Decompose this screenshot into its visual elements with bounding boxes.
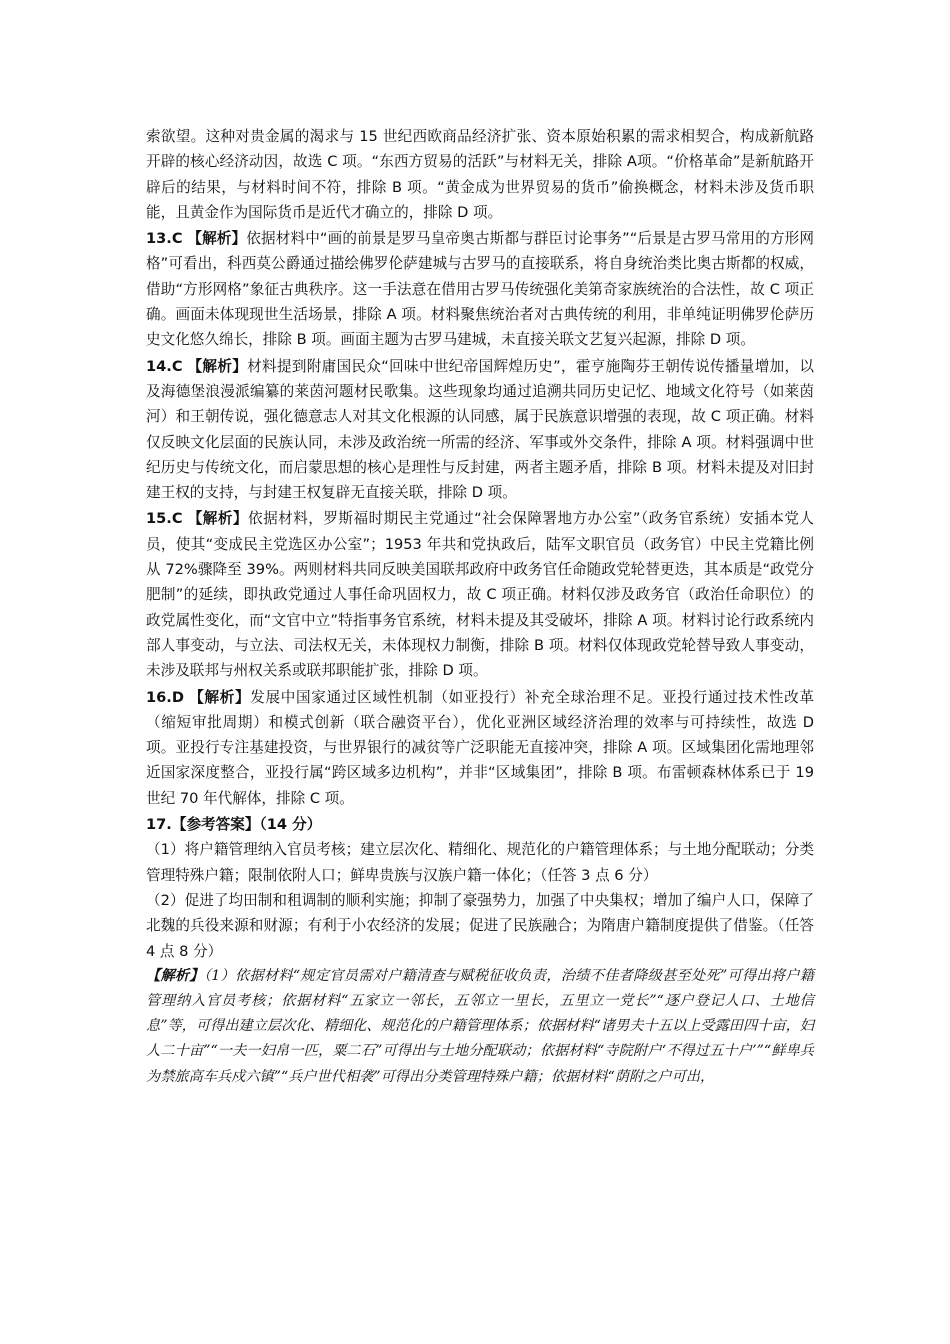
- answer-13-text: 依据材料中“画的前景是罗马皇帝奥古斯都与群臣讨论事务”“后景是古罗马常用的方形网格”可看出，科西莫公爵通过描绘佛罗伦萨建城与古罗马的直接联系，将自身统治类比奥古斯都的权威，借助“方形网格”象征古典秩序。这一手法意在借用古罗马传统强化美第奇家族统治的合法性，故 C 项正确。画面未体现现世生活场景，排除 A 项。材料聚焦统治者对古典传统的利用，非单纯证明佛罗伦萨历史文化悠久绵长，排除 B 项。画面主题为古罗马建城，未直接关联文艺复兴起源，排除 D 项。: [146, 230, 815, 349]
- answer-16-number: 16.D: [146, 688, 184, 706]
- answer-13-number: 13.C: [146, 230, 183, 248]
- answer-16-tag: 【解析】: [189, 688, 251, 706]
- answer-15-tag: 【解析】: [187, 510, 248, 528]
- answer-14-text: 材料提到附庸国民众“回味中世纪帝国辉煌历史”，霍亨施陶芬王朝传说传播量增加，以及海德堡浪漫派编纂的莱茵河题材民歌集。这些现象均通过追溯共同历史记忆、地域文化符号（如莱茵河）和王朝传说，强化德意志人对其文化根源的认同感，属于民族意识增强的表现，故 C 项正确。材料仅反映文化层面的民族认同，未涉及政治统一所需的经济、军事或外交条件，排除 A 项。材料强调中世纪历史与传统文化，而启蒙思想的核心是理性与反封建，两者主题矛盾，排除 B 项。材料未提及对旧封建王权的支持，与封建王权复辟无直接关联，排除 D 项。: [146, 357, 815, 502]
- answer-15-text: 依据材料，罗斯福时期民主党通过“社会保障署地方办公室”（政务官系统）安插本党人员，使其“变成民主党选区办公室”；1953 年共和党执政后，陆军文职官员（政务官）中民主党籍比例从 72%骤降至 39%。两则材料共同反映美国联邦政府中政务官任命随政党轮替更迭，其本质是“政党分肥制”的延续，即执政党通过人事任命巩固权力，故 C 项正确。材料仅涉及政务官（政治任命职位）的政党属性变化，而“文官中立”特指事务官系统，材料未提及其受破坏，排除 A 项。材料讨论行政系统内部人事变动，与立法、司法权无关，未体现权力制衡，排除 B 项。材料仅体现政党轮替导致人事变动，未涉及联邦与州权关系或联邦职能扩张，排除 D 项。: [146, 510, 814, 680]
- answer-14-tag: 【解析】: [187, 357, 248, 375]
- answer-13: [146, 226, 814, 352]
- answer-14: [146, 354, 814, 506]
- answer-17-part2: （2）促进了均田制和租调制的顺利实施；抑制了豪强势力，加强了中央集权；增加了编户人口，保障了北魏的兵役来源和财源；有利于小农经济的发展；促进了民族融合；为隋唐户籍制度提供了借鉴。（任答 4 点 8 分）: [146, 891, 814, 960]
- answer-15: [146, 506, 814, 683]
- answer-16: [146, 685, 814, 811]
- answer-17-analysis: [146, 964, 814, 1090]
- answer-13-tag: 【解析】: [187, 230, 247, 248]
- answer-16-text: 发展中国家通过区域性机制（如亚投行）补充全球治理不足。亚投行通过技术性改革（缩短审批周期）和模式创新（联合融资平台），优化亚洲区域经济治理的效率与可持续性，故选 D 项。亚投行专注基建投资，与世界银行的减贫等广泛职能无直接冲突，排除 A 项。区域集团化需地理邻近国家深度整合，亚投行属“跨区域多边机构”，并非“区域集团”，排除 B 项。布雷顿森林体系已于 19 世纪 70 年代解体，排除 C 项。: [146, 688, 814, 807]
- answer-17-analysis-text: （1）依据材料“规定官员需对户籍清查与赋税征收负责，治绩不佳者降级甚至处死”可得出将户籍管理纳入官员考核；依据材料“五家立一邻长，五邻立一里长，五里立一党长”“逐户登记人口、土地信息”等，可得出建立层次化、精细化、规范化的户籍管理体系；依据材料“诸男夫十五以上受露田四十亩，妇人二十亩”“一夫一妇帛一匹，粟二石”可得出与土地分配联动；依据材料“寺院附户‘不得过五十户’”“鲜卑兵为禁旅高车兵戍六镇”“兵户世代相袭”可得出分类管理特殊户籍；依据材料“荫附之户可出，: [146, 967, 814, 1085]
- answer-17-part1: （1）将户籍管理纳入官员考核；建立层次化、精细化、规范化的户籍管理体系；与土地分配联动；分类管理特殊户籍；限制依附人口；鲜卑贵族与汉族户籍一体化；（任答 3 点 6 分）: [146, 841, 814, 884]
- intro-paragraph: 索欲望。这种对贵金属的渴求与 15 世纪西欧商品经济扩张、资本原始积累的需求相契合，构成新航路开辟的核心经济动因，故选 C 项。“东西方贸易的活跃”与材料无关，排除 A项。“价格革命”是新航路开辟后的结果，与材料时间不符，排除 B 项。“黄金成为世界贸易的货币”偷换概念，材料未涉及货币职能，且黄金作为国际货币是近代才确立的，排除 D 项。: [146, 128, 814, 221]
- document-page: [146, 124, 814, 1090]
- answer-15-number: 15.C: [146, 510, 183, 528]
- answer-14-number: 14.C: [146, 357, 183, 375]
- answer-17-analysis-tag: 【解析】: [146, 967, 204, 984]
- answer-17-heading: 17.【参考答案】（14 分）: [146, 816, 322, 834]
